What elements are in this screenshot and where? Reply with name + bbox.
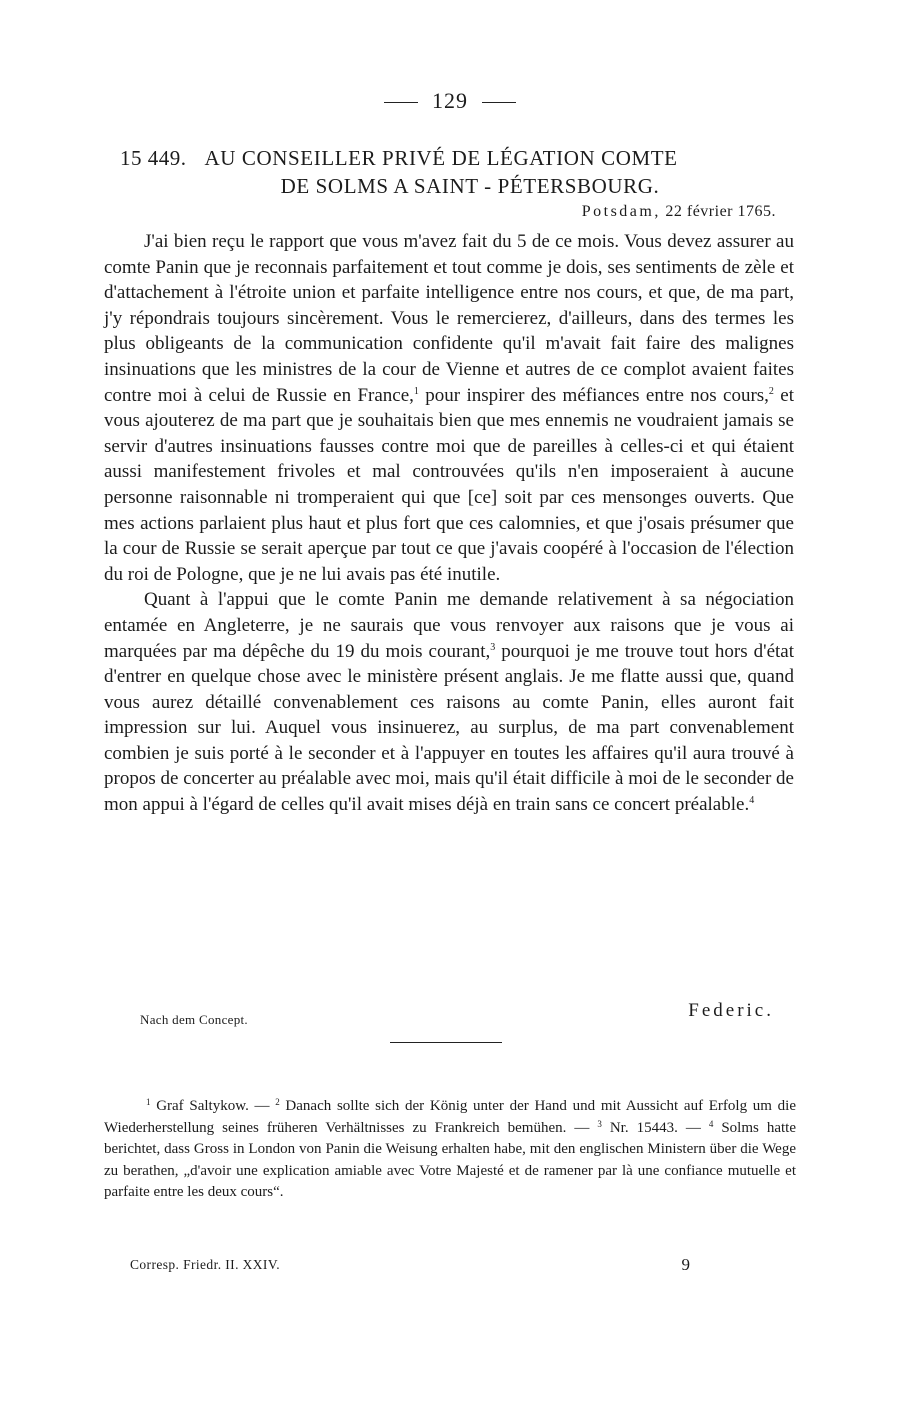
signature-number: 9: [681, 1255, 690, 1274]
header-dash-right: [482, 102, 516, 103]
dateline: [582, 203, 776, 221]
paragraph-2-text-a: Quant à l'appui que le comte Panin me demande relativement à sa négociation entamée en Angleterre, je ne saurais que vous renvoyer aux raisons que je vous ai marquées par ma dépêche du 19 du mois courant,: [104, 589, 794, 662]
letter-place: Potsdam,: [581, 203, 661, 220]
paragraph-1-text-c: et vous ajouterez de ma part que je souhaitais bien que mes ennemis ne voudraient jamais se servir d'autres insinuations fausses contre moi que de pareilles à celles-ci et qui étaient aussi manifestement frivoles et mal controuvées qu'ils n'en imposeraient à aucune personne raisonnable ni tromperaient qui que [ce] soit par ces mensonges ouverts. Que mes actions parlaient plus haut et plus fort que ces calomnies, et que j'osais présumer que la cour de Russie se serait aperçue par tout ce que j'avais coopéré à l'occasion de l'élection du roi de Pologne, que je ne lui avais pas été inutile.: [104, 384, 794, 585]
letter-title-line1: AU CONSEILLER PRIVÉ DE LÉGATION COMTE: [204, 146, 678, 170]
paragraph-1-text-a: J'ai bien reçu le rapport que vous m'avez fait du 5 de ce mois. Vous devez assurer au comte Panin que je reconnais parfaitement et tout comme je dois, ses sentiments de zèle et d'attachement à l'étroite union et parfaite intelligence entre nos cours, et que, de ma part, j'y répondrais toujours sincèrement. Vous le remercierez, d'ailleurs, dans des termes les plus obligeants de la communication confidente qu'il m'avait fait faire des malignes insinuations que les ministres de la cour de Vienne et autres de ce complot avaient faites contre moi à celui de Russie en France,: [104, 231, 794, 406]
footnote-3: Nr. 15443. —: [601, 1119, 709, 1136]
footnote-ref-1: 1: [413, 385, 419, 397]
page-header: [0, 88, 900, 114]
page-number: 129: [432, 88, 468, 113]
footnote-ref-2: 2: [768, 385, 774, 397]
footnote-mark-4: 4: [708, 1118, 714, 1129]
signature-row: [140, 1000, 774, 1030]
footnote-1: Graf Saltykow. —: [150, 1098, 276, 1114]
letter-body: [104, 229, 794, 818]
footnote-mark-2: 2: [275, 1097, 280, 1107]
header-dash-left: [384, 102, 418, 103]
footnote-2: Danach sollte sich der König unter der Hand und mit Aussicht auf Erfolg um die Wiederherstellung seines früheren Verhältnisses zu Frankreich bemühen. —: [104, 1098, 796, 1136]
footnote-ref-3: 3: [490, 641, 496, 653]
footnote-ref-4: 4: [749, 795, 755, 807]
signature: Federic.: [688, 1000, 774, 1021]
paragraph-1: [104, 229, 794, 587]
letter-number: 15 449.: [120, 146, 187, 170]
letter-date: 22 février 1765.: [665, 203, 776, 220]
letter-heading: [120, 144, 800, 200]
footnotes-paragraph: [104, 1096, 796, 1204]
paragraph-2-text-b: pourquoi je me trouve tout hors d'état d'entrer en quelque chose avec le ministère présent anglais. Je me flatte aussi que, quand vous aurez détaillé convenablement ces raisons au comte Panin, elles auront fait impression sur lui. Auquel vous insinuerez, au surplus, de ma part convenablement combien je suis porté à le seconder et à l'appuyer en toutes les affaires qu'il aura trouvé à propos de concerter au préalable avec moi, mais qu'il était difficile à moi de le seconder de mon appui à l'égard de celles qu'il avait mises déjà en train sans ce concert préalable.: [104, 640, 794, 816]
paragraph-2: [104, 587, 794, 817]
source-note: Nach dem Concept.: [140, 1012, 248, 1027]
section-divider: [390, 1042, 502, 1043]
page-footer: [130, 1255, 690, 1279]
letter-title-line2: DE SOLMS A SAINT - PÉTERSBOURG.: [280, 174, 660, 198]
paragraph-1-text-b: pour inspirer des méfiances entre nos cours,: [418, 384, 769, 406]
footnote-mark-1: 1: [146, 1097, 151, 1107]
footnote-4: Solms hatte berichtet, dass Gross in London von Panin die Weisung erhalten habe, mit den englischen Ministern über die Wege zu berathen, „d'avoir une explication amiable avec Votre Majesté et de ramener par là une confiance mutuelle et parfaite entre les deux cours“.: [104, 1119, 796, 1200]
series-title: Corresp. Friedr. II. XXIV.: [130, 1257, 281, 1272]
footnote-mark-3: 3: [597, 1118, 602, 1129]
footnotes: [104, 1096, 796, 1204]
